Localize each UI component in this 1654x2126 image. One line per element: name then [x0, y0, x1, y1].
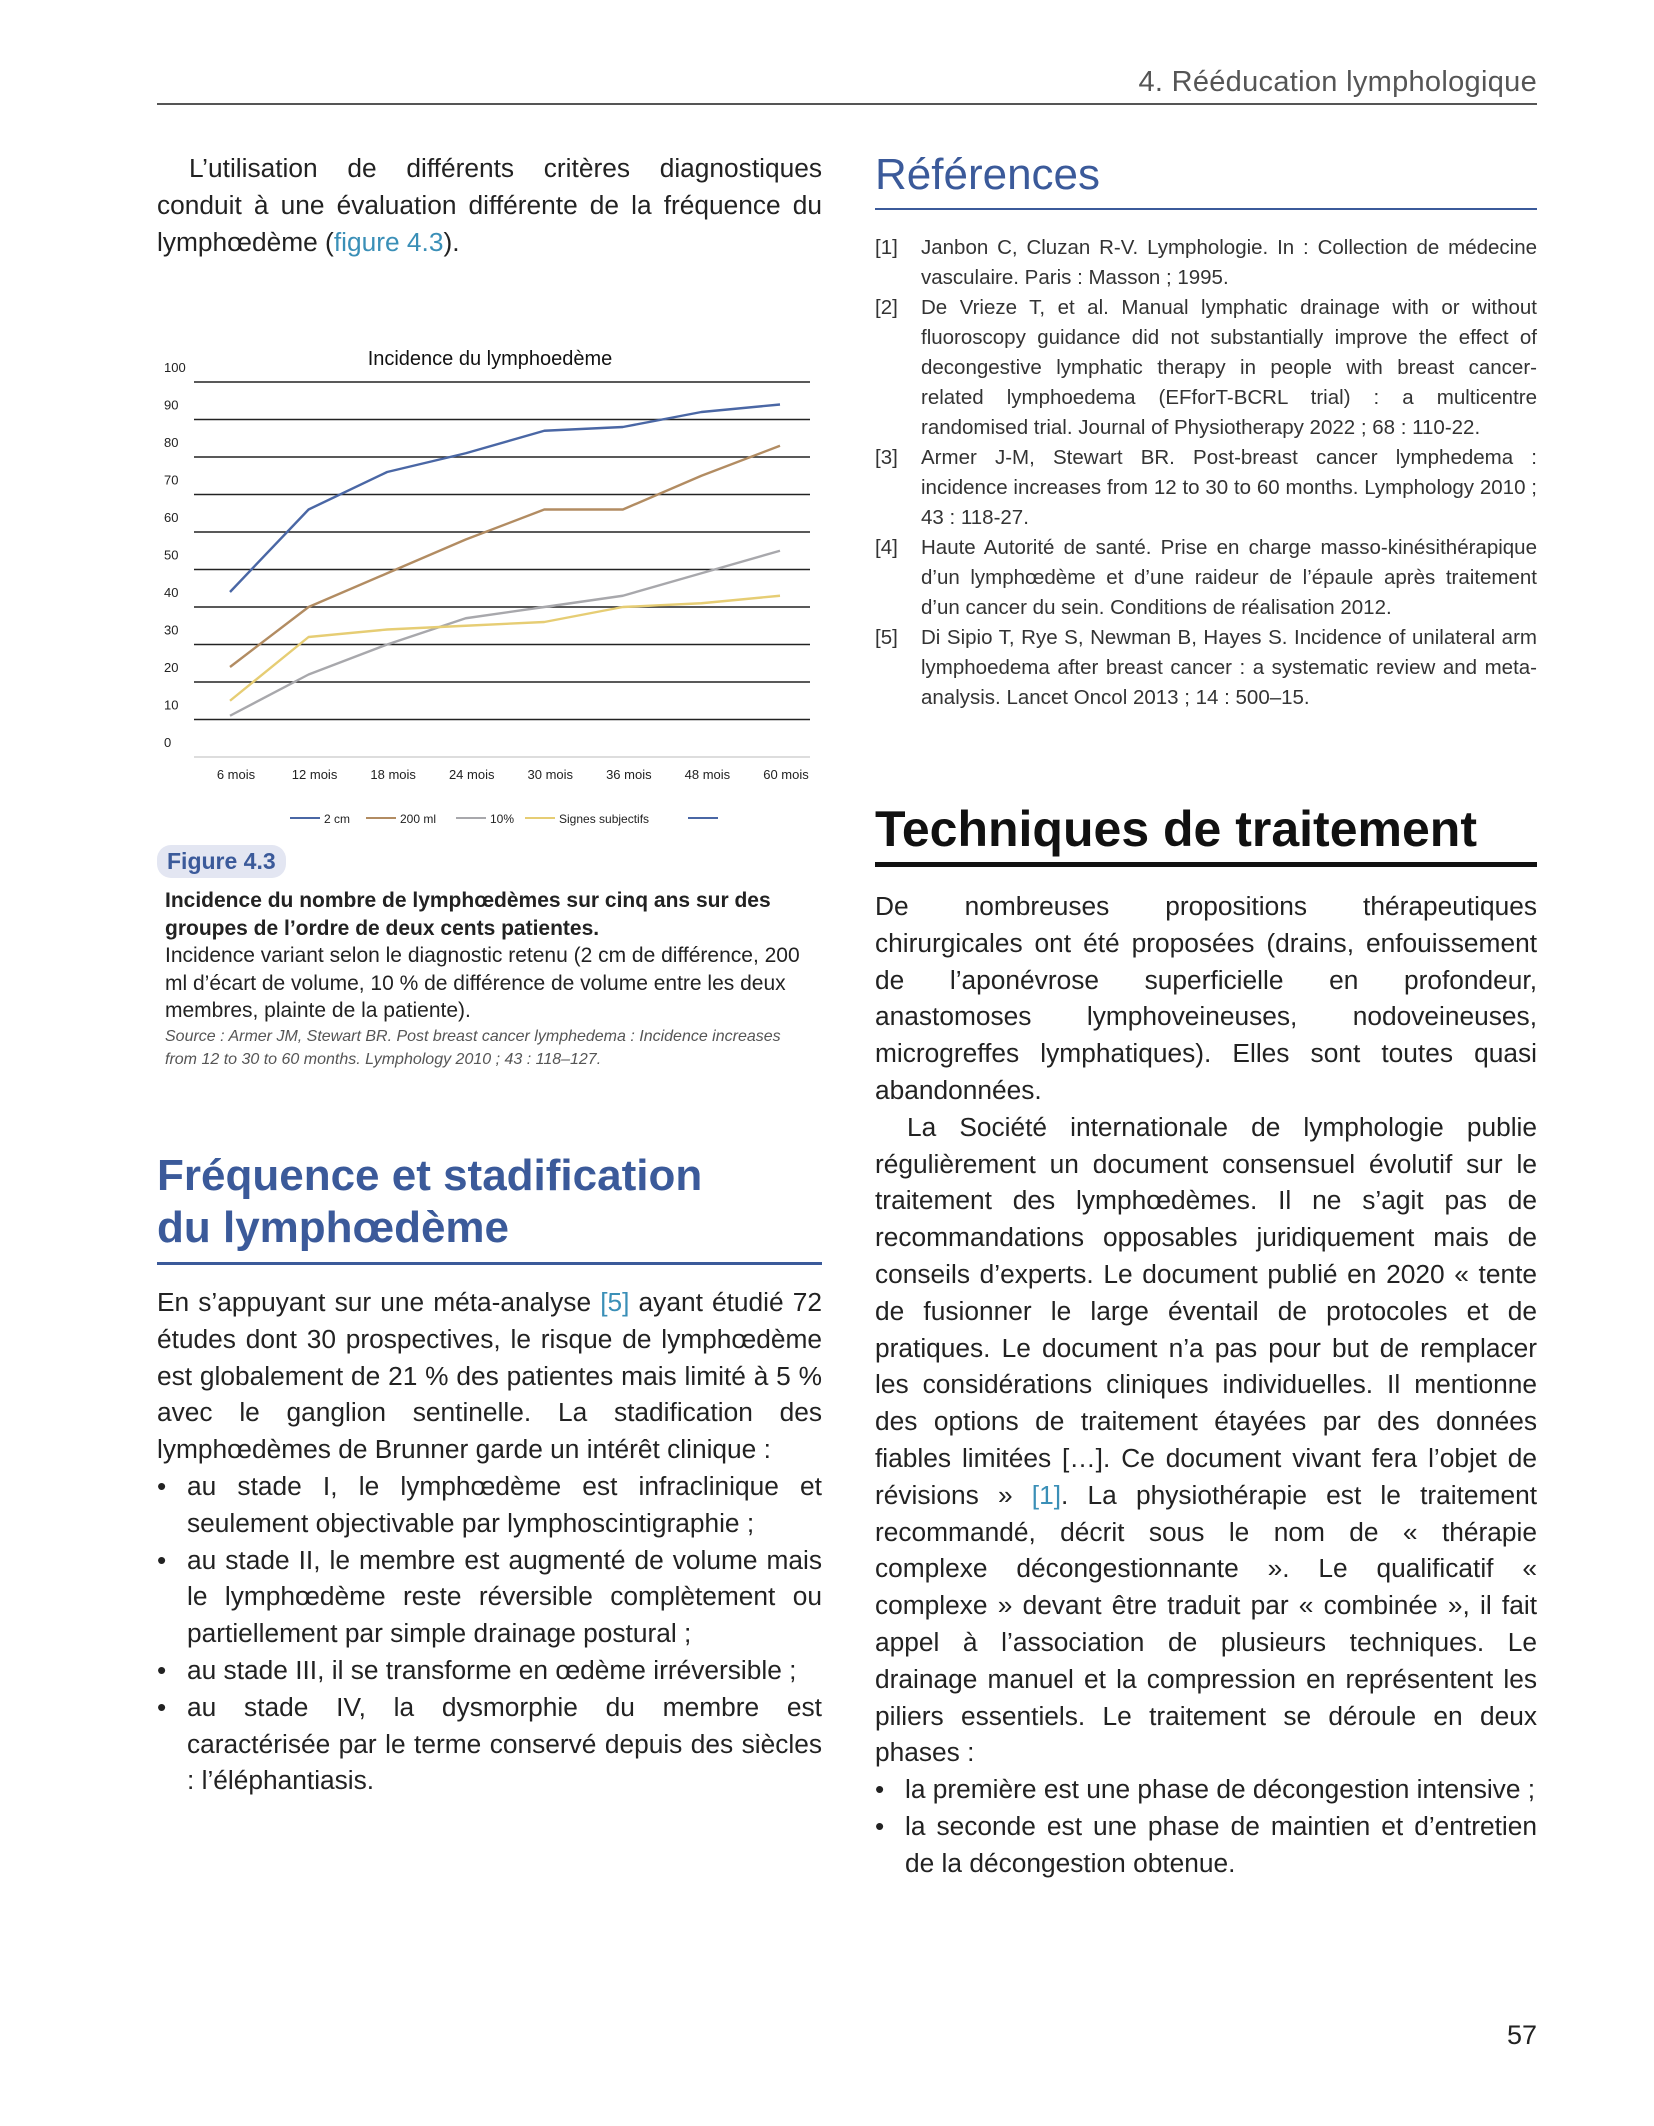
- bullet-item: [875, 1771, 1537, 1808]
- bullet-text: au stade III, il se transforme en œdème irréversible ;: [187, 1654, 797, 1685]
- ref-link-1[interactable]: [1]: [1031, 1479, 1062, 1510]
- section-heading-frequence: [157, 1150, 702, 1254]
- ref-number: [4]: [875, 536, 898, 559]
- y-tick-label: 10: [164, 697, 179, 713]
- para-before: En s’appuyant sur une méta-analyse: [157, 1287, 601, 1317]
- ref-text: Haute Autorité de santé. Prise en charge masso-kinésithérapique d’un lymphœdème et d’une raideur de l’épaule après traitement d’un cancer du sein. Conditions de réalisation 2012.: [921, 536, 1537, 619]
- reference-item: [875, 533, 1537, 623]
- legend-label: Signes subjectifs: [559, 812, 650, 826]
- intro-before: L’utilisation de différents critères diagnostiques conduit à une évaluation différente de la fréquence du lymphœdème (: [157, 153, 822, 257]
- running-head: 4. Rééducation lymphologique: [1138, 66, 1537, 98]
- bullet-item: [157, 1689, 822, 1799]
- y-tick-label: 50: [164, 547, 179, 563]
- bullet-text: au stade II, le membre est augmenté de volume mais le lymphœdème reste réversible complètement ou partiellement par simple drainage postural ;: [187, 1544, 822, 1649]
- bullet-text: au stade I, le lymphœdème est infraclinique et seulement objectivable par lymphoscintigraphie ;: [187, 1470, 822, 1538]
- y-tick-label: 90: [164, 397, 179, 413]
- intro-paragraph: [157, 150, 822, 260]
- x-tick-label: 24 mois: [448, 767, 495, 782]
- y-tick-label: 60: [164, 510, 179, 525]
- chart-title: Incidence du lymphoedème: [367, 348, 613, 370]
- techniques-para-2: [875, 1109, 1537, 1771]
- frequence-body: [157, 1284, 822, 1799]
- series-line-2-cm: [230, 405, 780, 593]
- bullet-dot: •: [875, 1810, 885, 1841]
- x-tick-label: 30 mois: [527, 767, 574, 782]
- reference-item: [875, 443, 1537, 533]
- y-tick-label: 30: [164, 622, 179, 638]
- techniques-heading: Techniques de traitement: [875, 801, 1477, 857]
- ref-number: [5]: [875, 626, 898, 649]
- references-title: Références: [875, 150, 1101, 199]
- chart-svg: [150, 340, 830, 830]
- incidence-chart: [150, 340, 830, 830]
- reference-item: [875, 293, 1537, 443]
- bullet-item: [875, 1808, 1537, 1882]
- ref-text: Di Sipio T, Rye S, Newman B, Hayes S. Incidence of unilateral arm lymphoedema after breast cancer : a systematic review and meta-analysis. Lancet Oncol 2013 ; 14 : 500–15.: [921, 626, 1537, 709]
- bullet-dot: •: [157, 1691, 167, 1722]
- intro-text: [157, 150, 822, 260]
- caption-source: Source : Armer JM, Stewart BR. Post breast cancer lymphedema : Incidence increases from 12 to 30 to 60 months. Lymphology 2010 ; 43 : 118–127.: [165, 1027, 781, 1068]
- x-tick-label: 48 mois: [684, 767, 731, 782]
- ref-number: [3]: [875, 446, 898, 469]
- y-tick-label: 20: [164, 660, 179, 675]
- figure-caption: [165, 887, 815, 1071]
- series-line-10-: [230, 551, 780, 716]
- figure-label: Figure 4.3: [157, 845, 286, 878]
- bullet-item: [157, 1652, 822, 1689]
- ref-number: [2]: [875, 296, 898, 319]
- bullet-item: [157, 1542, 822, 1652]
- legend-label: 200 ml: [400, 812, 437, 826]
- page-number: 57: [1506, 2020, 1537, 2050]
- bullet-text: au stade IV, la dysmorphie du membre est caractérisée par le terme conservé depuis des siècles : l’éléphantiasis.: [187, 1691, 822, 1796]
- ref-text: De Vrieze T, et al. Manual lymphatic drainage with or without fluoroscopy guidance did not substantially improve the effect of decongestive lymphatic therapy in people with breast cancer-related lymphoedema (EFforT-BCRL trial) : a multicentre randomised trial. Journal of Physiotherapy 2022 ; 68 : 110-22.: [921, 296, 1537, 439]
- x-tick-label: 36 mois: [606, 767, 652, 782]
- heading-line-2: du lymphœdème: [157, 1203, 510, 1252]
- caption-text: Incidence variant selon le diagnostic retenu (2 cm de différence, 200 ml d’écart de volume, 10 % de différence de volume entre les deux membres, plainte de la patiente).: [165, 944, 800, 1022]
- caption-bold: Incidence du nombre de lymphœdèmes sur cinq ans sur des groupes de l’ordre de deux cents patientes.: [165, 889, 771, 940]
- bullet-text: la seconde est une phase de maintien et d’entretien de la décongestion obtenue.: [905, 1810, 1537, 1878]
- ref-text: Janbon C, Cluzan R-V. Lymphologie. In : Collection de médecine vasculaire. Paris : Masson ; 1995.: [921, 236, 1537, 289]
- bullet-dot: •: [157, 1544, 167, 1575]
- bullet-text: la première est une phase de décongestion intensive ;: [905, 1774, 1536, 1805]
- bullet-item: [157, 1468, 822, 1542]
- y-tick-label: 40: [164, 585, 179, 600]
- legend-label: 10%: [490, 812, 515, 826]
- ref-link-5[interactable]: [5]: [600, 1287, 630, 1317]
- ref-number: [1]: [875, 236, 898, 259]
- bullet-dot: •: [157, 1470, 167, 1501]
- reference-item: [875, 623, 1537, 713]
- y-tick-label: 70: [164, 472, 179, 488]
- references-list: [875, 233, 1537, 713]
- x-tick-label: 6 mois: [216, 767, 256, 782]
- para2-after: . La physiothérapie est le traitement recommandé, décrit sous le nom de « thérapie complexe décongestionnante ». Le qualificatif « complexe » devant être traduit par « combinée », il fait appel à l’association de plusieurs techniques. Le drainage manuel et la compression en représentent les piliers essentiels. Le traitement se déroule en deux phases :: [875, 1479, 1538, 1768]
- y-tick-label: 80: [164, 435, 179, 450]
- x-tick-label: 60 mois: [763, 767, 809, 782]
- bullet-dot: •: [875, 1774, 885, 1805]
- heading-line-1: Fréquence et stadification: [157, 1151, 703, 1200]
- bullet-dot: •: [157, 1654, 167, 1685]
- figure-link[interactable]: figure 4.3: [333, 226, 444, 257]
- ref-text: Armer J-M, Stewart BR. Post-breast cancer lymphedema : incidence increases from 12 to 30 to 60 months. Lymphology 2010 ; 43 : 118-27.: [921, 446, 1537, 529]
- intro-after: ).: [443, 226, 460, 257]
- para-after: ayant étudié 72 études dont 30 prospectives, le risque de lymphœdème est globalement de 21 % des patientes mais limité à 5 % avec le ganglion sentinelle. La stadification des lymphœdèmes de Brunner garde un intérêt clinique :: [157, 1287, 822, 1465]
- header-rule: [157, 103, 1537, 105]
- techniques-para-1: De nombreuses propositions thérapeutiques chirurgicales ont été proposées (drains, enfouissement de l’aponévrose superficielle en profondeur, anastomoses lymphoveineuses, nodoveineuses, microgreffes lymphatiques). Elles sont toutes quasi abandonnées.: [875, 891, 1537, 1105]
- series-line-200-ml: [230, 446, 780, 667]
- section-rule: [157, 1262, 822, 1265]
- techniques-rule: [875, 862, 1537, 867]
- techniques-body: [875, 888, 1537, 1882]
- x-tick-label: 18 mois: [370, 767, 416, 782]
- references-rule: [875, 208, 1537, 210]
- reference-item: [875, 233, 1537, 293]
- legend-label: 2 cm: [324, 812, 351, 826]
- frequence-paragraph: [157, 1284, 822, 1468]
- y-tick-label: 100: [164, 360, 186, 375]
- x-tick-label: 12 mois: [291, 767, 338, 782]
- para2-before: La Société internationale de lymphologie publie régulièrement un document consensuel évolutif sur le traitement des lymphœdèmes. Il ne s’agit pas de recommandations opposables juridiquement mais de conseils d’experts. Le document publié en 2020 « tente de fusionner le large éventail de protocoles et de pratiques. Le document n’a pas pour but de remplacer les considérations cliniques individuelles. Il mentionne des options de traitement étayées par des données fiables limitées […]. Ce document vivant fera l’objet de révisions »: [875, 1111, 1537, 1510]
- y-tick-label: 0: [164, 735, 172, 750]
